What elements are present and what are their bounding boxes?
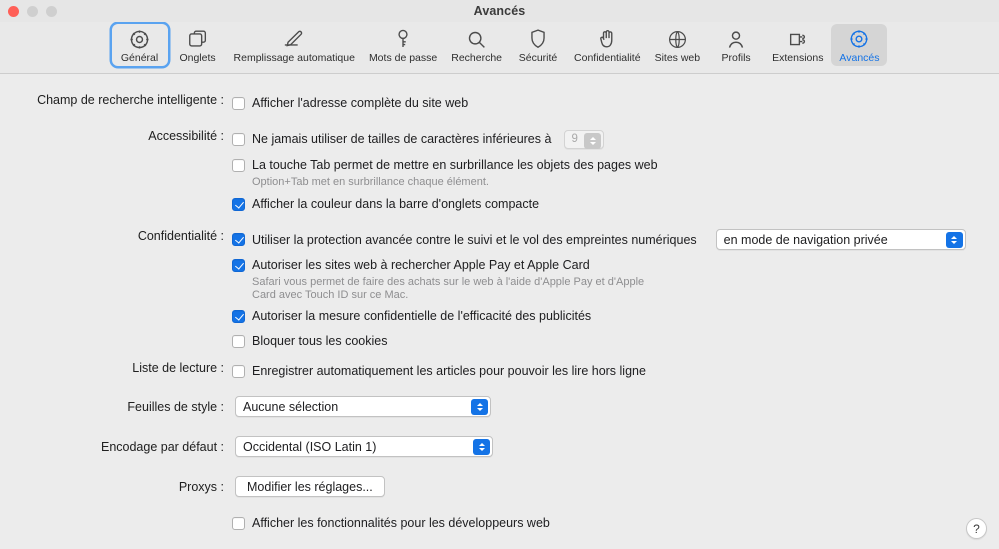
checkbox-label: Bloquer tous les cookies — [252, 334, 388, 348]
toolbar-item-extensions[interactable] — [766, 24, 829, 66]
tab-highlight-hint: Option+Tab met en surbrillance chaque élément. — [252, 176, 489, 188]
checkbox-label: Afficher l'adresse complète du site web — [252, 96, 469, 110]
toolbar-item-security[interactable] — [510, 24, 566, 66]
toolbar-item-advanced[interactable] — [831, 24, 887, 66]
toolbar-item-passwords[interactable] — [363, 24, 443, 66]
checkbox-box[interactable] — [232, 97, 245, 110]
checkbox-label: Autoriser les sites web à rechercher Apple Pay et Apple Card — [252, 258, 590, 272]
hand-icon — [595, 27, 619, 51]
toolbar-item-general[interactable] — [112, 24, 168, 66]
setting-row-privacy — [0, 229, 999, 351]
change-proxy-settings-button[interactable]: Modifier les réglages... — [235, 476, 385, 497]
sliders-icon — [847, 27, 871, 51]
toolbar-item-privacy[interactable] — [568, 24, 647, 66]
globe-icon — [665, 27, 689, 51]
never-use-font-sizes-checkbox[interactable] — [232, 129, 999, 149]
checkbox-box[interactable] — [232, 335, 245, 348]
toolbar-item-label: Onglets — [179, 52, 216, 64]
advanced-tracking-protection-checkbox[interactable] — [232, 229, 999, 250]
toolbar-item-label: Extensions — [772, 52, 824, 64]
checkbox-label: Enregistrer automatiquement les articles pour pouvoir les lire hors ligne — [252, 364, 646, 378]
checkbox-box[interactable] — [232, 133, 245, 146]
checkbox-label: La touche Tab permet de mettre en surbrillance les objets des pages web — [252, 158, 658, 172]
checkbox-box[interactable] — [232, 517, 245, 530]
checkbox-label: Afficher les fonctionnalités pour les développeurs web — [252, 516, 550, 530]
toolbar-item-label: Avancés — [839, 52, 880, 64]
toolbar-item-websites[interactable] — [649, 24, 707, 66]
chevron-updown-icon — [471, 399, 488, 415]
setting-row-developer — [0, 513, 999, 533]
ad-measurement-checkbox[interactable] — [232, 306, 999, 326]
toolbar-item-label: Profils — [721, 52, 751, 64]
tabs-icon — [186, 27, 210, 51]
smart-search-label: Champ de recherche intelligente : — [37, 93, 224, 107]
checkbox-box[interactable] — [232, 365, 245, 378]
default-encoding-label: Encodage par défaut : — [100, 439, 224, 454]
checkbox-label: Autoriser la mesure confidentielle de l'efficacité des publicités — [252, 309, 592, 323]
style-sheet-popup[interactable] — [235, 396, 491, 417]
gear-icon — [128, 27, 152, 51]
toolbar-item-label: Recherche — [451, 52, 503, 64]
setting-row-reading-list — [0, 361, 999, 381]
checkbox-box[interactable] — [232, 159, 245, 172]
toolbar-item-label: Sécurité — [518, 52, 558, 64]
privacy-label: Confidentialité : — [137, 229, 224, 243]
setting-row-default-encoding — [0, 436, 999, 457]
minimize-window-button[interactable] — [27, 6, 38, 17]
chevron-updown-icon — [584, 133, 601, 149]
reading-list-label: Liste de lecture : — [132, 361, 224, 375]
checkbox-label: Ne jamais utiliser de tailles de caractères inférieures à — [252, 132, 552, 146]
chevron-updown-icon — [946, 232, 963, 248]
chevron-updown-icon — [473, 439, 490, 455]
search-icon — [465, 27, 489, 51]
checkbox-box[interactable] — [232, 310, 245, 323]
show-full-website-address-checkbox[interactable] — [232, 93, 999, 113]
toolbar-item-tabs[interactable] — [170, 24, 226, 66]
toolbar-item-profiles[interactable] — [708, 24, 764, 66]
window-controls[interactable] — [8, 6, 57, 17]
window-titlebar — [0, 0, 999, 22]
person-icon — [724, 27, 748, 51]
help-button[interactable]: ? — [966, 518, 987, 539]
setting-row-proxies — [0, 476, 999, 497]
save-articles-offline-checkbox[interactable] — [232, 361, 999, 381]
preferences-toolbar — [0, 22, 999, 74]
popup-value: en mode de navigation privée — [723, 232, 888, 247]
toolbar-item-label: Sites web — [654, 52, 701, 64]
checkbox-label: Utiliser la protection avancée contre le suivi et le vol des empreintes numériques — [252, 232, 697, 247]
minimum-font-size-popup[interactable] — [564, 130, 604, 149]
proxies-label: Proxys : — [178, 479, 224, 494]
toolbar-item-autofill[interactable] — [228, 24, 361, 66]
toolbar-item-label: Général — [120, 52, 159, 64]
advanced-settings-pane — [0, 74, 999, 549]
compact-tab-bar-color-checkbox[interactable] — [232, 194, 999, 214]
toolbar-item-label: Remplissage automatique — [233, 52, 355, 64]
checkbox-box[interactable] — [232, 198, 245, 211]
setting-row-smart-search — [0, 93, 999, 113]
setting-row-accessibility — [0, 129, 999, 214]
maximize-window-button[interactable] — [46, 6, 57, 17]
style-sheet-label: Feuilles de style : — [127, 399, 224, 414]
tab-highlight-checkbox[interactable] — [232, 155, 999, 175]
popup-value: Aucune sélection — [243, 399, 339, 414]
toolbar-item-label: Confidentialité — [574, 52, 641, 64]
block-all-cookies-checkbox[interactable] — [232, 331, 999, 351]
shield-icon — [526, 27, 550, 51]
default-encoding-popup[interactable] — [235, 436, 493, 457]
apple-pay-checkbox[interactable] — [232, 255, 999, 275]
window-title: Avancés — [473, 4, 526, 18]
checkbox-box[interactable] — [232, 259, 245, 272]
checkbox-box[interactable] — [232, 233, 245, 246]
accessibility-label: Accessibilité : — [148, 129, 224, 143]
checkbox-label: Afficher la couleur dans la barre d'onglets compacte — [252, 197, 540, 211]
apple-pay-hint: Safari vous permet de faire des achats sur le web à l'aide d'Apple Pay et d'Apple Card avec Touch ID sur ce Mac. — [252, 276, 645, 301]
setting-row-style-sheet — [0, 396, 999, 417]
key-icon — [391, 27, 415, 51]
toolbar-item-label: Mots de passe — [368, 52, 438, 64]
show-developer-features-checkbox[interactable] — [232, 513, 999, 533]
puzzle-icon — [786, 27, 810, 51]
popup-value: Occidental (ISO Latin 1) — [243, 439, 377, 454]
autofill-icon — [282, 27, 306, 51]
toolbar-item-search[interactable] — [445, 24, 508, 66]
tracking-protection-mode-popup[interactable] — [716, 229, 966, 250]
close-window-button[interactable] — [8, 6, 19, 17]
popup-value: 9 — [571, 133, 578, 145]
